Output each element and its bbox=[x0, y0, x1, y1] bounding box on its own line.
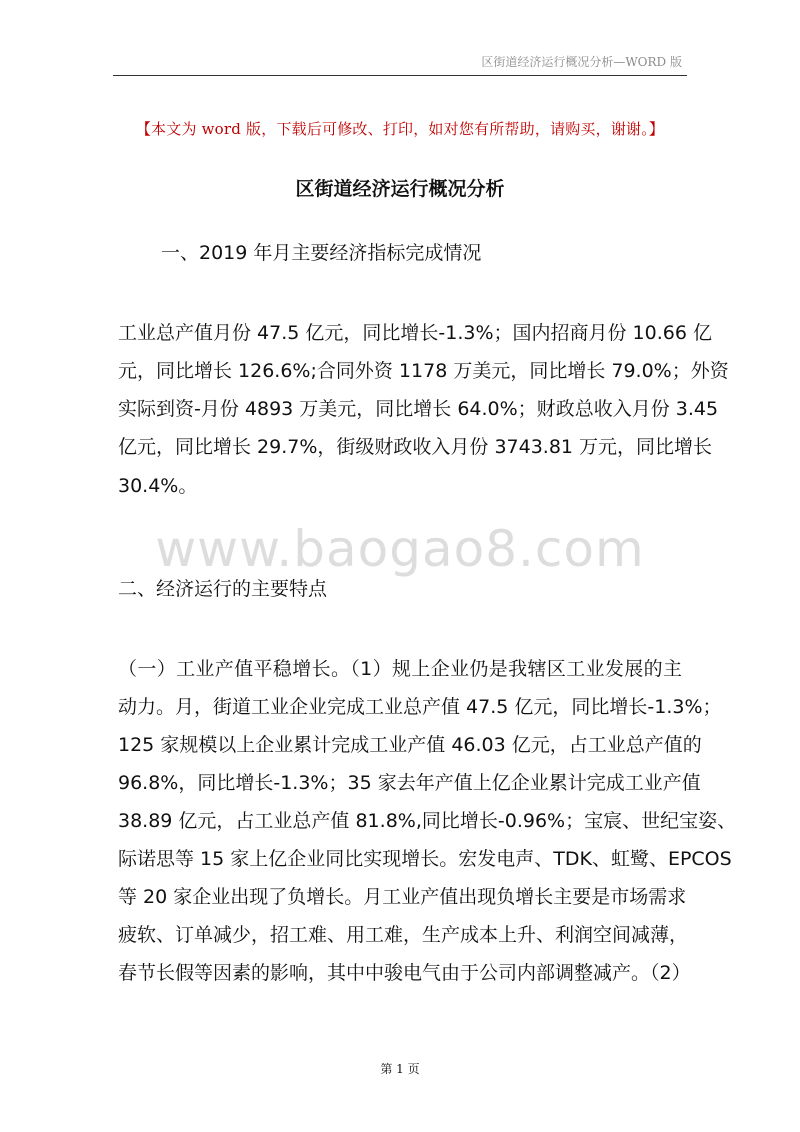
section-heading-1: 一、2019 年月主要经济指标完成情况 bbox=[161, 242, 482, 264]
paragraph-1-line: 亿元，同比增长 29.7%，街级财政收入月份 3743.81 万元，同比增长 bbox=[118, 436, 713, 458]
paragraph-1-line: 30.4%。 bbox=[118, 475, 198, 497]
paragraph-1-line: 工业总产值月份 47.5 亿元，同比增长-1.3%；国内招商月份 10.66 亿 bbox=[118, 322, 712, 344]
paragraph-2-line: 38.89 亿元，占工业总产值 81.8%,同比增长-0.96%；宝宸、世纪宝姿、 bbox=[118, 810, 737, 832]
paragraph-2-line: 96.8%，同比增长-1.3%；35 家去年产值上亿企业累计完成工业产值 bbox=[118, 772, 701, 794]
paragraph-2-line: 等 20 家企业出现了负增长。月工业产值出现负增长主要是市场需求 bbox=[118, 886, 687, 908]
document-title: 区街道经济运行概况分析 bbox=[295, 178, 505, 200]
section-heading-2: 二、经济运行的主要特点 bbox=[118, 578, 328, 600]
watermark: www.baogao8.com bbox=[155, 520, 645, 578]
header-divider bbox=[113, 75, 687, 76]
paragraph-2-line: 际诺思等 15 家上亿企业同比实现增长。宏发电声、TDK、虹鹭、EPCOS bbox=[118, 848, 732, 870]
page-number: 第 1 页 bbox=[380, 1062, 420, 1076]
paragraph-1-line: 实际到资-月份 4893 万美元，同比增长 64.0%；财政总收入月份 3.45 bbox=[118, 398, 719, 420]
paragraph-2-line: 疲软、订单减少，招工难、用工难，生产成本上升、利润空间减薄， bbox=[118, 924, 689, 946]
paragraph-2-line: （一）工业产值平稳增长。（1）规上企业仍是我辖区工业发展的主 bbox=[118, 658, 682, 680]
paragraph-2-line: 动力。月，街道工业企业完成工业总产值 47.5 亿元，同比增长-1.3%； bbox=[118, 696, 722, 718]
paragraph-2-line: 春节长假等因素的影响，其中中骏电气由于公司内部调整减产。（2） bbox=[118, 962, 691, 984]
running-header: 区街道经济运行概况分析—WORD 版 bbox=[481, 55, 682, 69]
paragraph-2-line: 125 家规模以上企业累计完成工业产值 46.03 亿元，占工业总产值的 bbox=[118, 734, 702, 756]
paragraph-1-line: 元，同比增长 126.6%;合同外资 1178 万美元，同比增长 79.0%；外资 bbox=[118, 360, 729, 382]
download-notice: 【本文为 word 版，下载后可修改、打印，如对您有所帮助，请购买，谢谢。】 bbox=[135, 120, 665, 138]
